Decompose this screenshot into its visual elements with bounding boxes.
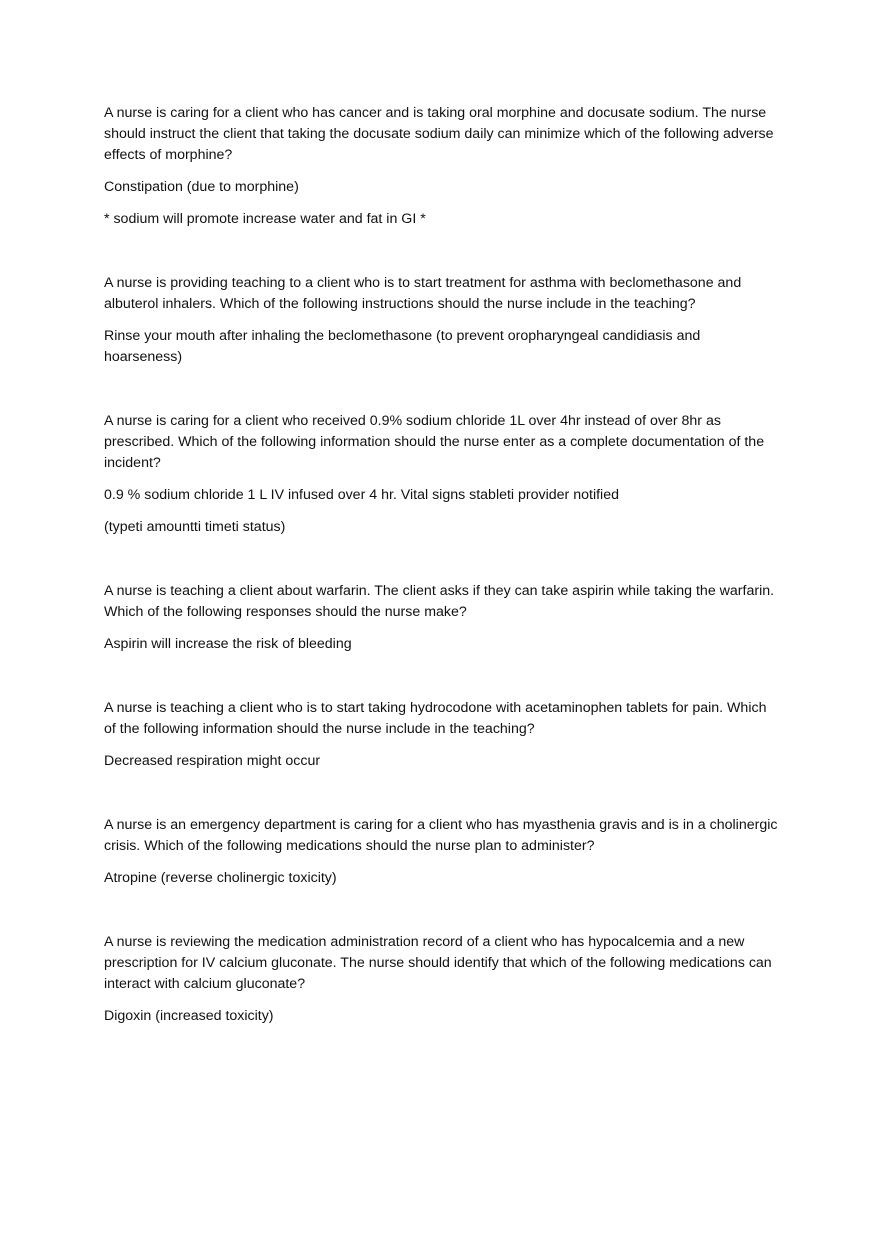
question-text: A nurse is teaching a client who is to start taking hydrocodone with acetaminophen tablets for pain. Which of the following information should the nurse include in the teaching? [104, 700, 767, 737]
question-text: A nurse is teaching a client about warfarin. The client asks if they can take aspirin while taking the warfarin. Which of the following responses should the nurse make? [104, 583, 775, 620]
qa-item-4 [104, 581, 780, 655]
qa-item-5 [104, 698, 780, 772]
answer-text: Decreased respiration might occur [104, 753, 321, 769]
answer-text: Digoxin (increased toxicity) [104, 1008, 274, 1024]
answer-text: Rinse your mouth after inhaling the beclomethasone (to prevent oropharyngeal candidiasis and hoarseness) [104, 328, 701, 365]
question-text: A nurse is caring for a client who received 0.9% sodium chloride 1L over 4hr instead of over 8hr as prescribed. Which of the following information should the nurse enter as a complete documentation of the incident? [104, 413, 765, 471]
qa-item-3 [104, 411, 780, 538]
answer-text: Atropine (reverse cholinergic toxicity) [104, 870, 337, 886]
answer-text: Constipation (due to morphine) [104, 179, 299, 195]
question-text: A nurse is an emergency department is caring for a client who has myasthenia gravis and is in a cholinergic crisis. Which of the following medications should the nurse plan to administer? [104, 817, 778, 854]
question-text: A nurse is caring for a client who has cancer and is taking oral morphine and docusate sodium. The nurse should instruct the client that taking the docusate sodium daily can minimize which of the following adverse effects of morphine? [104, 105, 774, 163]
question-text: A nurse is providing teaching to a client who is to start treatment for asthma with beclomethasone and albuterol inhalers. Which of the following instructions should the nurse include in the teaching? [104, 275, 742, 312]
document-page [104, 103, 780, 1070]
qa-item-6 [104, 815, 780, 889]
qa-item-1 [104, 103, 780, 230]
answer-text: 0.9 % sodium chloride 1 L IV infused over 4 hr. Vital signs stableti provider notified [104, 487, 619, 503]
answer-text: Aspirin will increase the risk of bleeding [104, 636, 352, 652]
note-text: * sodium will promote increase water and fat in GI * [104, 211, 426, 227]
qa-item-2 [104, 273, 780, 368]
question-text: A nurse is reviewing the medication administration record of a client who has hypocalcemia and a new prescription for IV calcium gluconate. The nurse should identify that which of the following medications can interact with calcium gluconate? [104, 934, 772, 992]
note-text: (typeti amountti timeti status) [104, 519, 286, 535]
qa-item-7 [104, 932, 780, 1027]
